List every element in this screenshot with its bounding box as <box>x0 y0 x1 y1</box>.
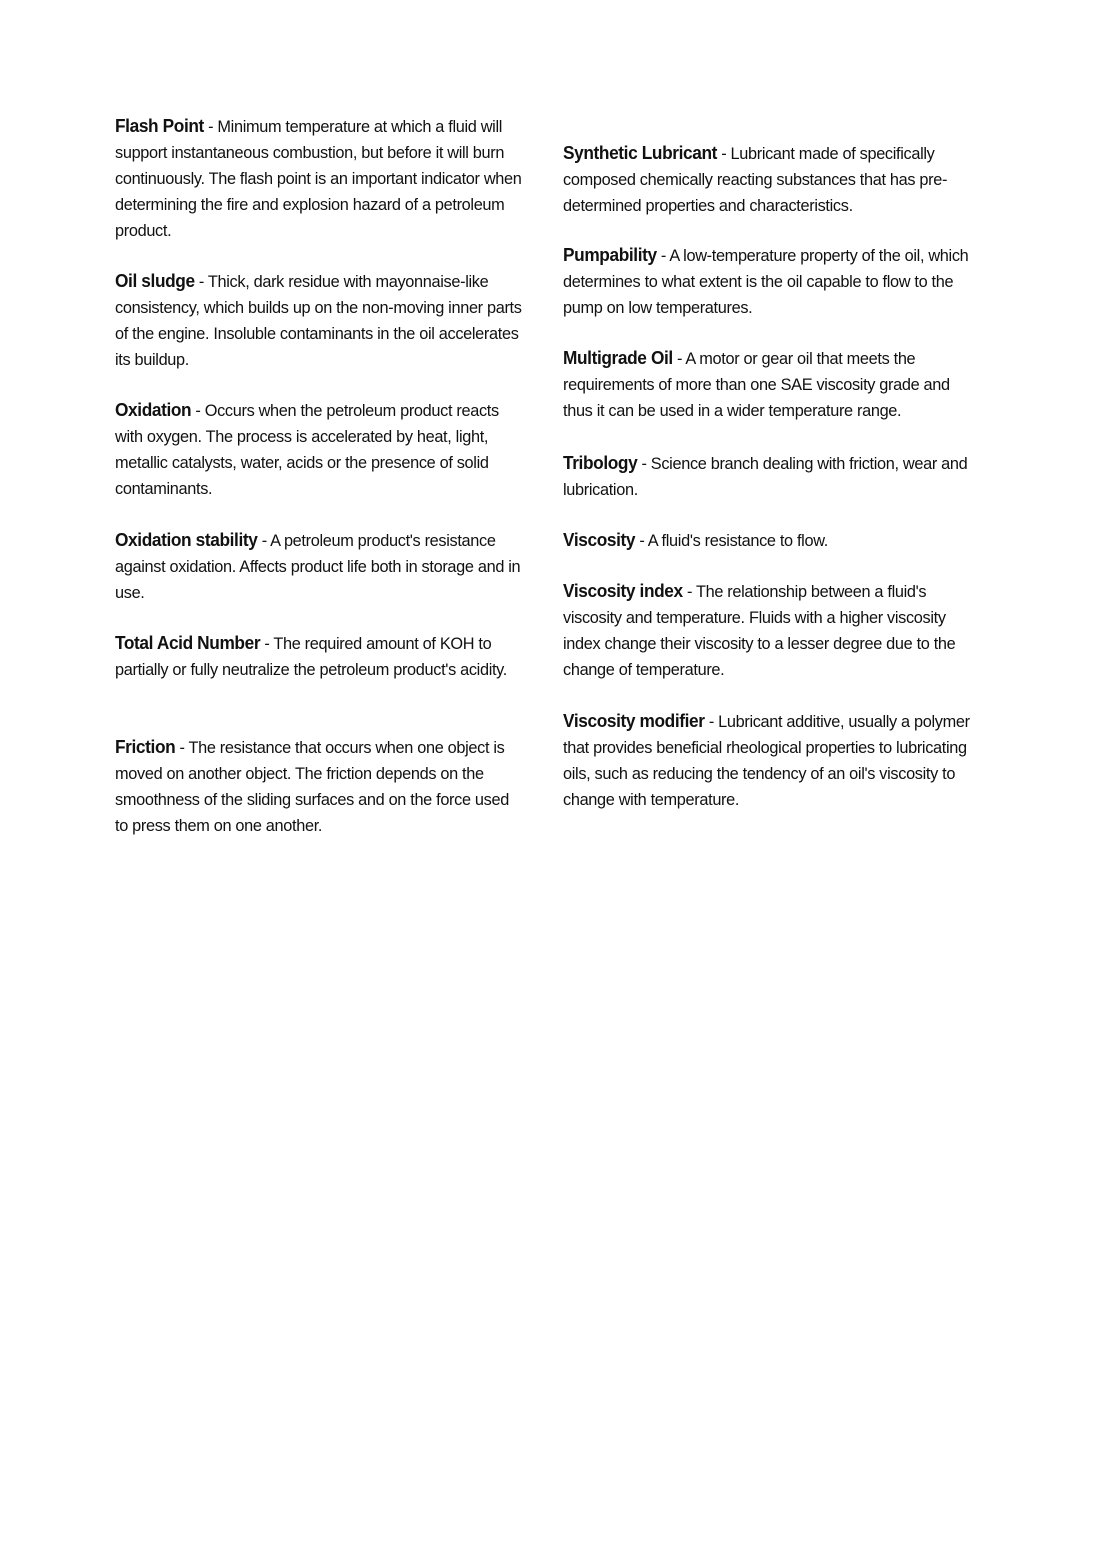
glossary-definition: - The relationship between a fluid's viscosity and temperature. Fluids with a higher viscosity index change their viscosity to a lesser degree due to the change of temperature. <box>563 582 956 679</box>
glossary-entry-viscosity <box>563 527 971 554</box>
glossary-definition: - Lubricant additive, usually a polymer that provides beneficial rheological properties to lubricating oils, such as reducing the tendency of an oil's viscosity to change with temperature. <box>563 712 970 809</box>
glossary-term: Friction <box>115 737 176 757</box>
glossary-entry-synthetic-lubricant <box>563 140 971 219</box>
glossary-term: Pumpability <box>563 245 657 265</box>
glossary-entry-total-acid-number <box>115 630 523 683</box>
glossary-entry-pumpability <box>563 242 971 321</box>
glossary-definition: - A fluid's resistance to flow. <box>635 531 828 550</box>
glossary-entry-viscosity-modifier <box>563 708 971 813</box>
glossary-definition: - Science branch dealing with friction, wear and lubrication. <box>563 454 968 499</box>
glossary-entry-multigrade-oil <box>563 345 971 424</box>
glossary-entry-viscosity-index <box>563 578 971 683</box>
glossary-term: Oxidation stability <box>115 530 258 550</box>
glossary-entry-friction <box>115 734 523 839</box>
glossary-definition: - Thick, dark residue with mayonnaise-like consistency, which builds up on the non-moving inner parts of the engine. Insoluble contaminants in the oil accelerates its buildup. <box>115 272 522 369</box>
glossary-term: Oxidation <box>115 400 192 420</box>
glossary-term: Viscosity <box>563 530 636 550</box>
glossary-entry-oil-sludge <box>115 268 523 373</box>
glossary-term: Oil sludge <box>115 271 195 291</box>
glossary-term: Total Acid Number <box>115 633 261 653</box>
glossary-definition: - Lubricant made of specifically composed chemically reacting substances that has pre-determined properties and characteristics. <box>563 144 948 215</box>
glossary-entry-flash-point <box>115 113 523 244</box>
glossary-definition: - A petroleum product's resistance against oxidation. Affects product life both in storage and in use. <box>115 531 521 602</box>
glossary-definition: - The resistance that occurs when one object is moved on another object. The friction depends on the smoothness of the sliding surfaces and on the force used to press them on one another. <box>115 738 509 835</box>
glossary-term: Viscosity modifier <box>563 711 705 731</box>
glossary-definition: - Occurs when the petroleum product reacts with oxygen. The process is accelerated by heat, light, metallic catalysts, water, acids or the presence of solid contaminants. <box>115 401 499 498</box>
glossary-term: Synthetic Lubricant <box>563 143 718 163</box>
glossary-definition: - Minimum temperature at which a fluid will support instantaneous combustion, but before it will burn continuously. The flash point is an important indicator when determining the fire and explosion hazard of a petroleum product. <box>115 117 522 240</box>
glossary-term: Tribology <box>563 453 638 473</box>
glossary-definition: - A motor or gear oil that meets the requirements of more than one SAE viscosity grade and thus it can be used in a wider temperature range. <box>563 349 950 420</box>
glossary-definition: - A low-temperature property of the oil, which determines to what extent is the oil capable to flow to the pump on low temperatures. <box>563 246 969 317</box>
glossary-term: Viscosity index <box>563 581 683 601</box>
glossary-definition: - The required amount of KOH to partially or fully neutralize the petroleum product's acidity. <box>115 634 507 679</box>
glossary-entry-oxidation-stability <box>115 527 523 606</box>
glossary-entry-tribology <box>563 450 971 503</box>
glossary-term: Multigrade Oil <box>563 348 673 368</box>
glossary-entry-oxidation <box>115 397 523 502</box>
glossary-term: Flash Point <box>115 116 204 136</box>
